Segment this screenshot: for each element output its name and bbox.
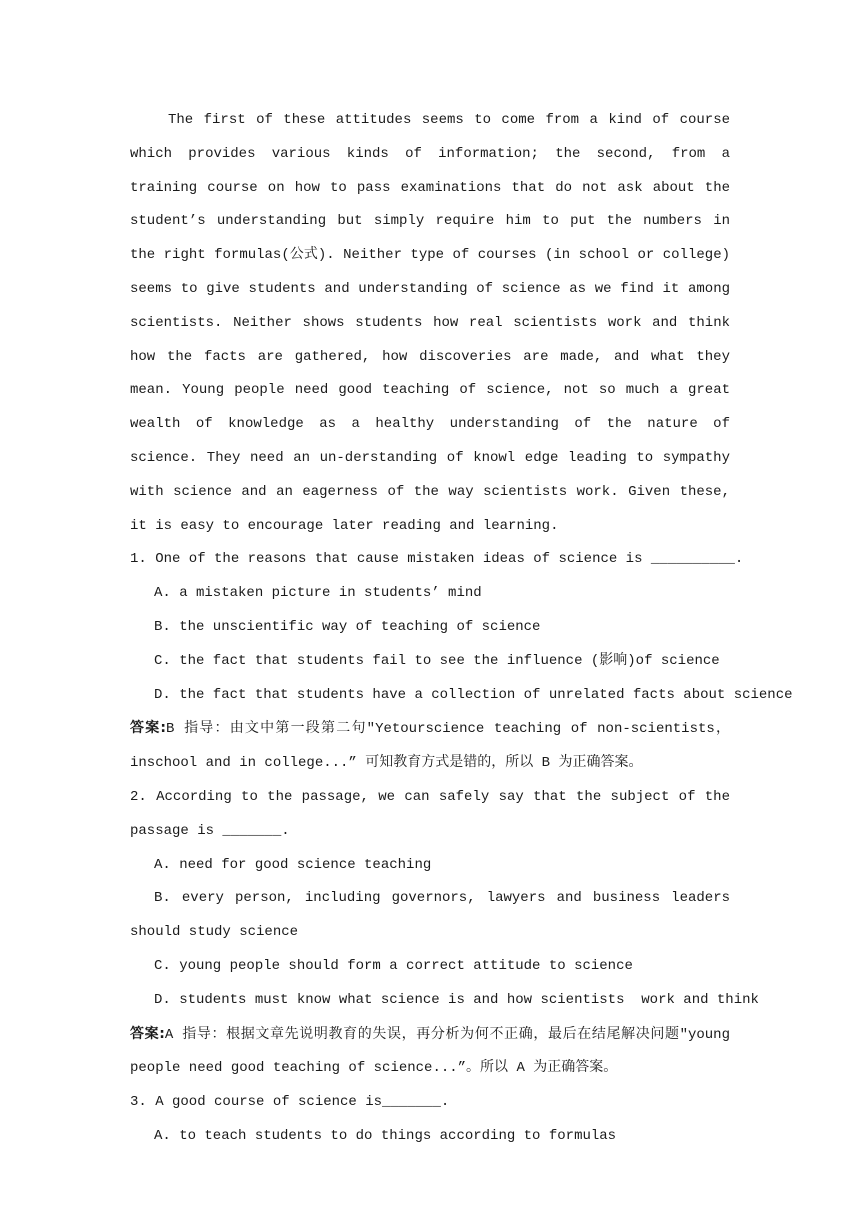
reading-passage: The first of these attitudes seems to come from a kind of course which provides various kinds of information; the second, from a training course on how to pass examinations that do not ask about the student’s understanding but simply require him to put the numbers in the right formulas(公式). Neither type of courses (in school or college) seems to give students and understanding of science as we find it among scientists. Neither shows students how real scientists work and think how the facts are gathered, how discoveries are made, and what they mean. Young people need good teaching of science, not so much a great wealth of knowledge as a healthy understanding of the nature of science. They need an un-derstanding of knowl edge leading to sympathy with science and an eagerness of the way scientists work. Given these, it is easy to encourage later reading and learning. <box>130 112 730 534</box>
option-c: C. the fact that students fail to see the influence (影响)of science <box>154 652 720 669</box>
option-d: D. students must know what science is and how scientists work and think <box>154 991 759 1008</box>
answer-explanation <box>130 1018 730 1087</box>
answer-explanation <box>130 712 730 781</box>
option-d: D. the fact that students have a collection of unrelated facts about science <box>154 686 793 703</box>
option-a: A. need for good science teaching <box>154 856 432 873</box>
question-2 <box>130 781 759 1086</box>
option-c: C. young people should form a correct attitude to science <box>154 957 633 974</box>
question-stem: 2. According to the passage, we can safely say that the subject of the passage is _______. <box>130 788 730 839</box>
answer-label: 答案: <box>130 720 167 737</box>
question-3 <box>130 1086 730 1154</box>
option-a: A. to teach students to do things according to formulas <box>154 1127 617 1144</box>
question-stem: 1. One of the reasons that cause mistaken ideas of science is __________. <box>130 551 744 568</box>
option-b: B. every person, including governors, lawyers and business leaders should study science <box>130 890 730 941</box>
document-page <box>130 104 793 1154</box>
option-a: A. a mistaken picture in students’ mind <box>154 585 482 602</box>
answer-label: 答案: <box>130 1025 165 1042</box>
option-b: B. the unscientific way of teaching of science <box>154 618 541 635</box>
question-stem: 3. A good course of science is_______. <box>130 1094 450 1111</box>
question-1 <box>130 543 793 781</box>
answer-text: B 指导：由文中第一段第二句"Yetourscience teaching of non-scientists，inschool and in college...” 可知教育方式是错的，所以 B 为正确答案。 <box>130 721 730 772</box>
answer-text: A 指导：根据文章先说明教育的失误，再分析为何不正确，最后在结尾解决问题"young people need good teaching of science...”。所以 A 为正确答案。 <box>130 1026 730 1077</box>
